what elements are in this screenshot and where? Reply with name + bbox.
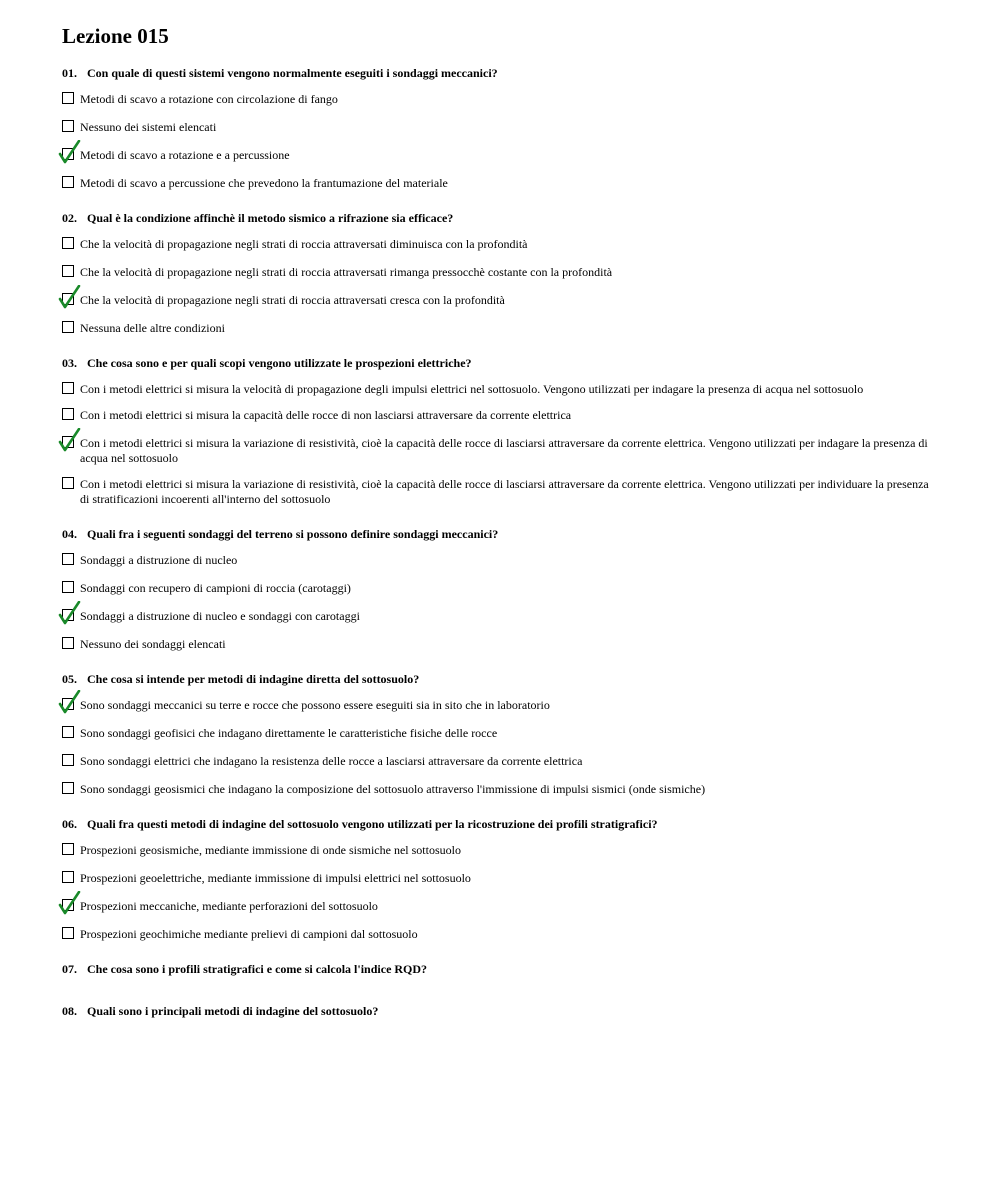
answer-text: Nessuna delle altre condizioni: [80, 321, 225, 335]
question-04: [62, 526, 938, 652]
answer-text: Sono sondaggi geosismici che indagano la composizione del sottosuolo attraverso l'immissione di impulsi sismici (onde sismiche): [80, 782, 706, 796]
answer-text: Con i metodi elettrici si misura la capacità delle rocce di non lasciarsi attraversare da corrente elettrica: [80, 408, 572, 422]
question-text: Che cosa si intende per metodi di indagine diretta del sottosuolo?: [87, 672, 420, 686]
question-01: [62, 65, 938, 191]
answer-option[interactable]: [62, 871, 938, 886]
question-number: 04.: [62, 527, 77, 541]
answer-text: Metodi di scavo a rotazione con circolazione di fango: [80, 92, 338, 106]
answer-option[interactable]: [62, 899, 938, 914]
checkbox-icon[interactable]: [62, 120, 74, 132]
answer-option[interactable]: [62, 726, 938, 741]
answer-text: Sono sondaggi elettrici che indagano la resistenza delle rocce a lasciarsi attraversare da corrente elettrica: [80, 754, 583, 768]
question-number: 06.: [62, 817, 77, 831]
checkbox-icon[interactable]: [62, 581, 74, 593]
answer-text: Prospezioni geoelettriche, mediante immissione di impulsi elettrici nel sottosuolo: [80, 871, 471, 885]
checkbox-icon[interactable]: [62, 321, 74, 333]
answer-option[interactable]: [62, 265, 938, 280]
answer-text: Che la velocità di propagazione negli strati di roccia attraversati cresca con la profondità: [80, 293, 505, 307]
question-text: Che cosa sono e per quali scopi vengono utilizzate le prospezioni elettriche?: [87, 356, 472, 370]
answer-option[interactable]: [62, 754, 938, 769]
answer-text: Sono sondaggi geofisici che indagano direttamente le caratteristiche fisiche delle rocce: [80, 726, 498, 740]
answer-option[interactable]: [62, 148, 938, 163]
question-02: [62, 210, 938, 336]
answer-text: Sondaggi a distruzione di nucleo: [80, 553, 238, 567]
answer-text: Sono sondaggi meccanici su terre e rocce che possono essere eseguiti sia in sito che in laboratorio: [80, 698, 550, 712]
checkmark-icon: [58, 690, 82, 714]
answer-text: Metodi di scavo a percussione che prevedono la frantumazione del materiale: [80, 176, 448, 190]
answer-option[interactable]: [62, 553, 938, 568]
answer-option[interactable]: [62, 436, 938, 466]
question-text: Quali fra questi metodi di indagine del sottosuolo vengono utilizzati per la ricostruzione dei profili stratigrafici?: [87, 817, 658, 831]
answer-option[interactable]: [62, 927, 938, 942]
question-06: [62, 816, 938, 942]
checkmark-icon: [58, 140, 82, 164]
answer-option[interactable]: [62, 637, 938, 652]
answer-text: Con i metodi elettrici si misura la variazione di resistività, cioè la capacità delle rocce di lasciarsi attraversare da corrente elettrica. Vengono utilizzati per individuare la presenza di stratificazioni incoerenti all'interno del sottosuolo: [80, 477, 929, 506]
question-number: 01.: [62, 66, 77, 80]
question-heading: [62, 1003, 938, 1019]
answer-text: Prospezioni geochimiche mediante prelievi di campioni dal sottosuolo: [80, 927, 418, 941]
question-08: [62, 1003, 938, 1019]
answer-option[interactable]: [62, 843, 938, 858]
answer-option[interactable]: [62, 609, 938, 624]
checkbox-icon[interactable]: [62, 176, 74, 188]
question-text: Qual è la condizione affinchè il metodo sismico a rifrazione sia efficace?: [87, 211, 454, 225]
checkbox-icon[interactable]: [62, 843, 74, 855]
checkmark-icon: [58, 601, 82, 625]
checkbox-icon[interactable]: [62, 265, 74, 277]
checkbox-icon[interactable]: [62, 637, 74, 649]
question-05: [62, 671, 938, 797]
question-text: Con quale di questi sistemi vengono normalmente eseguiti i sondaggi meccanici?: [87, 66, 498, 80]
checkbox-icon[interactable]: [62, 726, 74, 738]
answer-text: Che la velocità di propagazione negli strati di roccia attraversati diminuisca con la profondità: [80, 237, 528, 251]
checkbox-icon[interactable]: [62, 382, 74, 394]
answer-text: Sondaggi a distruzione di nucleo e sondaggi con carotaggi: [80, 609, 360, 623]
question-03: [62, 355, 938, 507]
checkbox-icon[interactable]: [62, 782, 74, 794]
answer-option[interactable]: [62, 293, 938, 308]
answer-text: Prospezioni meccaniche, mediante perforazioni del sottosuolo: [80, 899, 378, 913]
question-heading: [62, 210, 938, 226]
checkbox-icon[interactable]: [62, 92, 74, 104]
answer-option[interactable]: [62, 120, 938, 135]
answer-text: Con i metodi elettrici si misura la variazione di resistività, cioè la capacità delle rocce di lasciarsi attraversare da corrente elettrica. Vengono utilizzati per indagare la presenza di acqua nel sottosuolo: [80, 436, 928, 465]
question-heading: [62, 65, 938, 81]
checkmark-icon: [58, 891, 82, 915]
answer-option[interactable]: [62, 92, 938, 107]
answer-text: Nessuno dei sondaggi elencati: [80, 637, 226, 651]
answer-text: Sondaggi con recupero di campioni di roccia (carotaggi): [80, 581, 351, 595]
answer-option[interactable]: [62, 382, 938, 397]
question-heading: [62, 961, 938, 977]
answer-option[interactable]: [62, 321, 938, 336]
answer-text: Metodi di scavo a rotazione e a percussione: [80, 148, 290, 162]
checkbox-icon[interactable]: [62, 927, 74, 939]
checkbox-icon[interactable]: [62, 477, 74, 489]
answer-option[interactable]: [62, 408, 938, 423]
answer-option[interactable]: [62, 581, 938, 596]
question-heading: [62, 526, 938, 542]
question-number: 02.: [62, 211, 77, 225]
question-heading: [62, 816, 938, 832]
question-07: [62, 961, 938, 977]
question-list: [62, 65, 938, 1019]
checkbox-icon[interactable]: [62, 871, 74, 883]
question-number: 05.: [62, 672, 77, 686]
question-number: 03.: [62, 356, 77, 370]
question-number: 08.: [62, 1004, 77, 1018]
answer-option[interactable]: [62, 237, 938, 252]
answer-option[interactable]: [62, 176, 938, 191]
answer-text: Prospezioni geosismiche, mediante immissione di onde sismiche nel sottosuolo: [80, 843, 461, 857]
question-text: Quali sono i principali metodi di indagine del sottosuolo?: [87, 1004, 379, 1018]
checkbox-icon[interactable]: [62, 754, 74, 766]
checkbox-icon[interactable]: [62, 237, 74, 249]
answer-text: Che la velocità di propagazione negli strati di roccia attraversati rimanga pressocchè costante con la profondità: [80, 265, 613, 279]
question-heading: [62, 671, 938, 687]
answer-text: Con i metodi elettrici si misura la velocità di propagazione degli impulsi elettrici nel sottosuolo. Vengono utilizzati per indagare la presenza di acqua nel sottosuolo: [80, 382, 864, 396]
question-text: Quali fra i seguenti sondaggi del terreno si possono definire sondaggi meccanici?: [87, 527, 499, 541]
checkbox-icon[interactable]: [62, 553, 74, 565]
answer-option[interactable]: [62, 477, 938, 507]
answer-text: Nessuno dei sistemi elencati: [80, 120, 217, 134]
page-title: Lezione 015: [62, 24, 169, 48]
checkmark-icon: [58, 285, 82, 309]
checkmark-icon: [58, 428, 82, 452]
question-number: 07.: [62, 962, 77, 976]
quiz-page: [62, 24, 938, 1045]
checkbox-icon[interactable]: [62, 408, 74, 420]
answer-option[interactable]: [62, 698, 938, 713]
question-heading: [62, 355, 938, 371]
question-text: Che cosa sono i profili stratigrafici e come si calcola l'indice RQD?: [87, 962, 428, 976]
answer-option[interactable]: [62, 782, 938, 797]
